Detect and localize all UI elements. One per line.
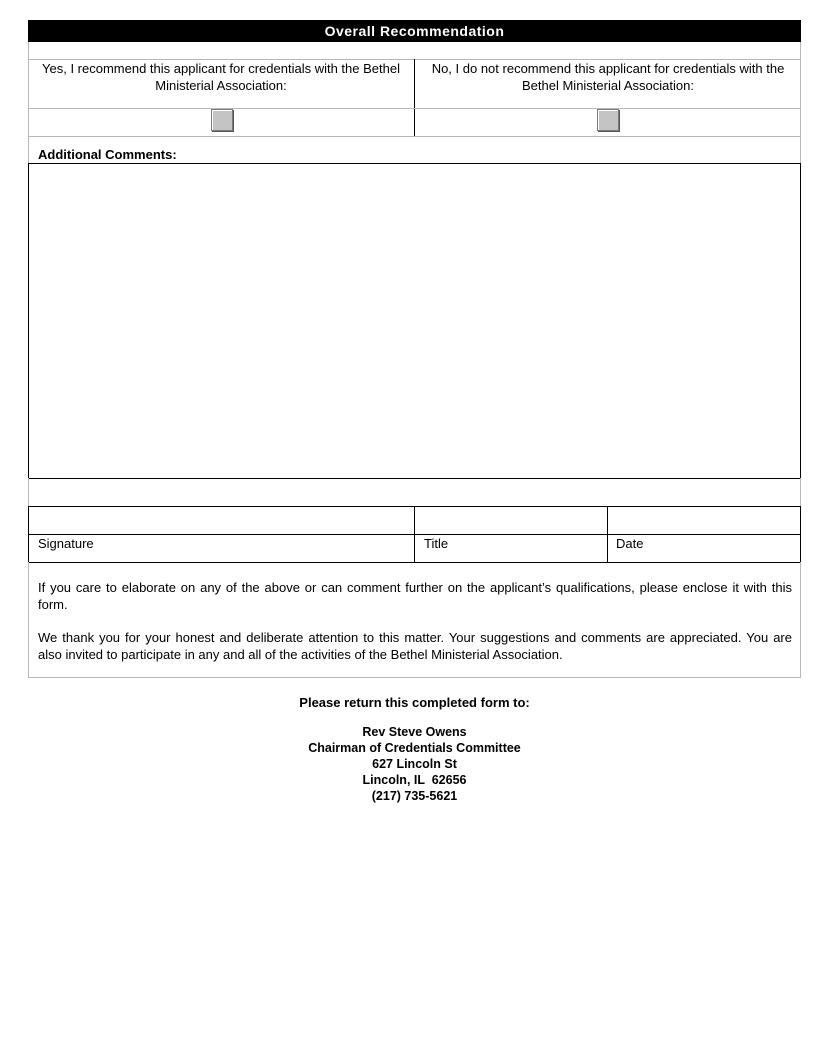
comments-label: Additional Comments: (38, 147, 177, 162)
checkbox-row (28, 108, 801, 137)
instructions-paragraph-1: If you care to elaborate on any of the above or can comment further on the applicant’s qualifications, please enclose it with this form. (38, 580, 792, 612)
contact-street: 627 Lincoln St (372, 757, 457, 771)
title-label: Title (424, 536, 449, 551)
contact-city: Lincoln, IL 62656 (362, 773, 467, 787)
title-field[interactable] (415, 507, 607, 534)
signature-label: Signature (38, 536, 94, 551)
recommend-no-text: No, I do not recommend this applicant for credentials with the Bethel Ministerial Association: (431, 61, 785, 93)
contact-phone: (217) 735-5621 (371, 789, 458, 803)
comments-textarea[interactable] (28, 163, 801, 479)
return-heading: Please return this completed form to: (299, 695, 530, 710)
signature-field[interactable] (29, 507, 414, 534)
instructions-paragraph-2: We thank you for your honest and deliberate attention to this matter. Your suggestions and comments are appreciated. You are also invited to participate in any and all of the activities of the Bethel Ministerial Association. (38, 630, 792, 662)
contact-name: Rev Steve Owens (362, 725, 467, 739)
recommend-yes-text: Yes, I recommend this applicant for credentials with the Bethel Ministerial Association: (42, 61, 400, 93)
date-label: Date (616, 536, 644, 551)
recommend-yes-checkbox[interactable] (211, 109, 233, 131)
section-title: Overall Recommendation (28, 20, 801, 42)
return-address (28, 724, 801, 804)
recommend-no-checkbox[interactable] (597, 109, 619, 131)
spacer-row-2 (28, 478, 801, 508)
spacer-row (28, 42, 801, 60)
date-field[interactable] (608, 507, 800, 534)
contact-role: Chairman of Credentials Committee (308, 741, 521, 755)
